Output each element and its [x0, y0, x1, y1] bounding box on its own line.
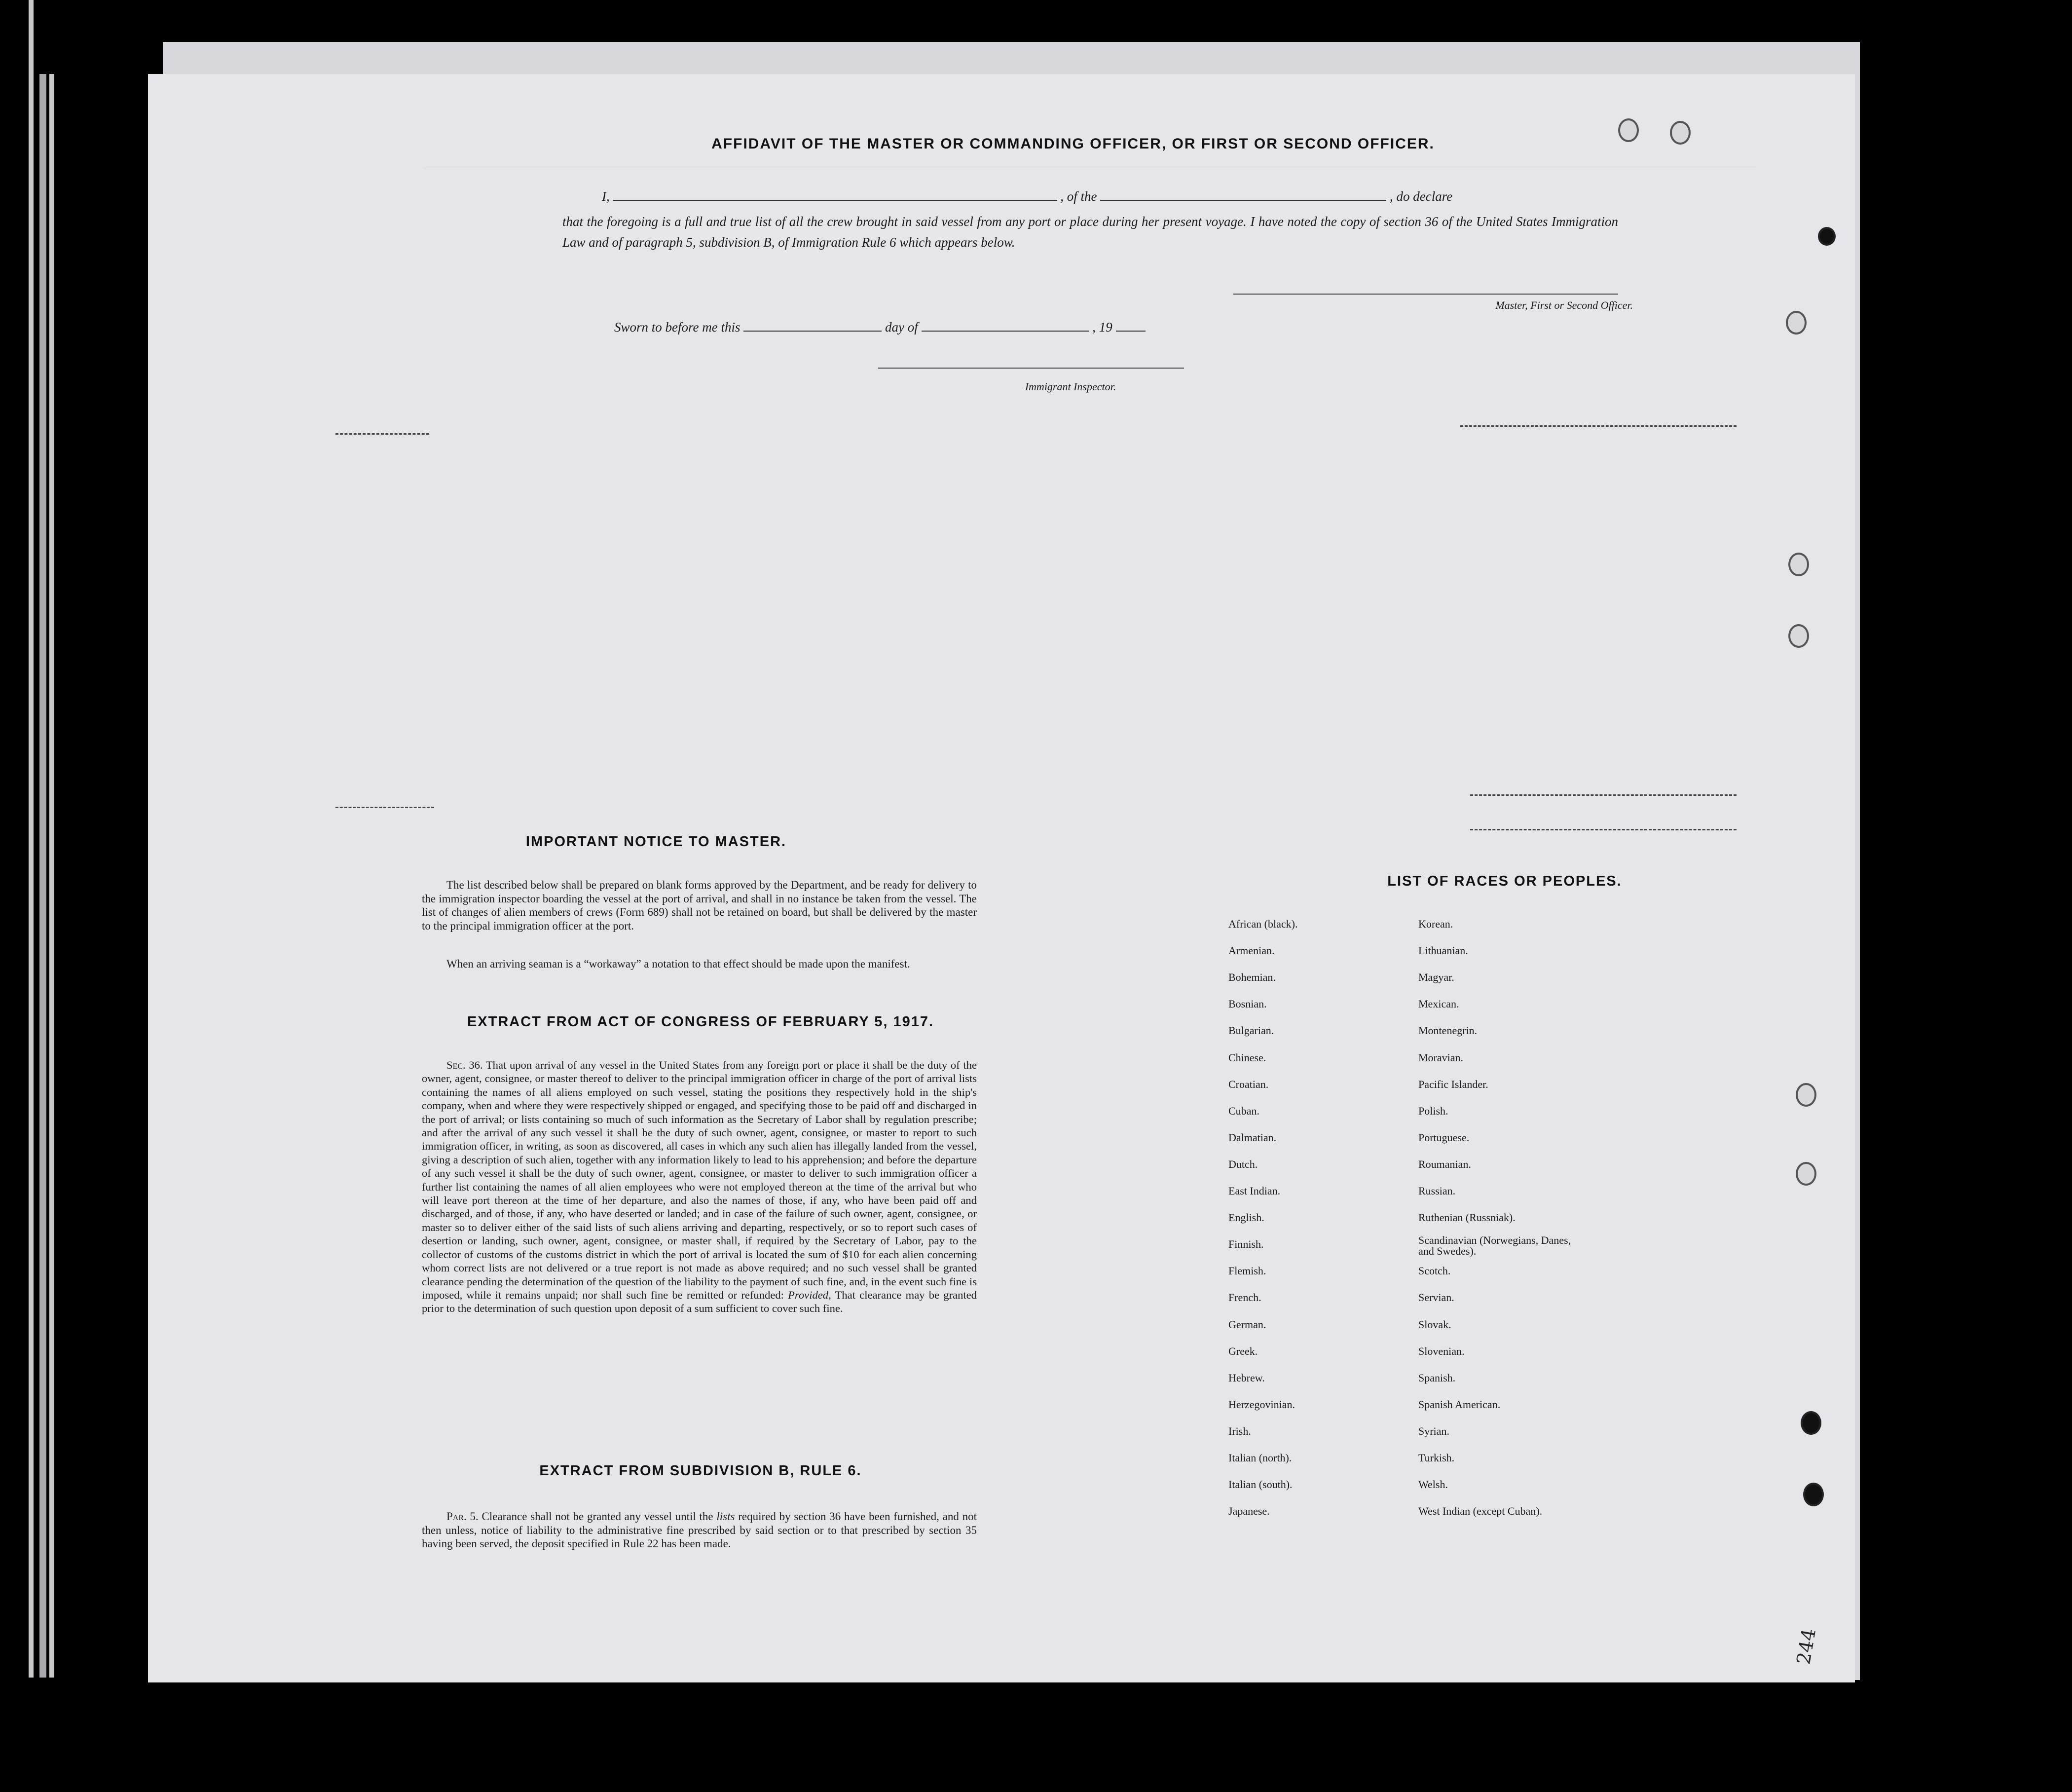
inspector-caption: Immigrant Inspector.	[1025, 380, 1116, 393]
sheet-edge	[29, 0, 34, 1678]
bleed-dash	[1470, 829, 1737, 830]
race-item: Greek.	[1228, 1344, 1258, 1357]
race-item: Japanese.	[1228, 1505, 1270, 1518]
act-extract-title: EXTRACT FROM ACT OF CONGRESS OF FEBRUARY 5, 1917.	[467, 1014, 934, 1030]
race-item: Korean.	[1418, 918, 1453, 930]
race-item: Scotch.	[1418, 1265, 1451, 1277]
punch-hole	[1618, 118, 1639, 142]
affidavit-declaration-line	[602, 190, 1618, 204]
race-item: Moravian.	[1418, 1051, 1464, 1064]
race-item: Scandinavian (Norwegians, Danes, and Swedes).	[1418, 1234, 1571, 1258]
sworn-day-blank[interactable]	[743, 331, 882, 332]
year-label: , 19	[1092, 320, 1112, 335]
punch-hole	[1801, 1411, 1821, 1435]
race-item: Croatian.	[1228, 1078, 1269, 1090]
rule-extract-body	[422, 1510, 977, 1551]
act-extract-body	[422, 1058, 977, 1315]
race-item: African (black).	[1228, 918, 1298, 930]
sworn-label: Sworn to before me this	[614, 320, 740, 335]
race-item: Spanish.	[1418, 1371, 1456, 1384]
par-label: Par. 5.	[446, 1510, 479, 1523]
affidavit-body: that the foregoing is a full and true list of all the crew brought in said vessel from any port or place during her present voyage. I have noted the copy of section 36 of the United States Immigration Law and of paragraph 5, subdivision B, of Immigration Rule 6 which appears below.	[562, 214, 1618, 250]
race-item: Magyar.	[1418, 971, 1454, 984]
race-item: Mexican.	[1418, 998, 1459, 1010]
race-item: Bulgarian.	[1228, 1024, 1274, 1037]
race-item: Ruthenian (Russniak).	[1418, 1211, 1516, 1224]
punch-hole	[1803, 1483, 1824, 1506]
race-item: Dalmatian.	[1228, 1131, 1277, 1144]
punch-hole	[1670, 121, 1691, 145]
race-item: Irish.	[1228, 1424, 1251, 1437]
race-item: Russian.	[1418, 1185, 1456, 1197]
inspector-signature-line[interactable]	[878, 368, 1184, 369]
sworn-year-blank[interactable]	[1116, 331, 1146, 332]
race-item: Italian (north).	[1228, 1452, 1292, 1464]
rule-extract-title: EXTRACT FROM SUBDIVISION B, RULE 6.	[539, 1463, 862, 1479]
lists-word: lists	[716, 1510, 735, 1523]
race-item: Cuban.	[1228, 1104, 1259, 1117]
provided-word: Provided,	[788, 1288, 831, 1301]
race-item: Slovenian.	[1418, 1344, 1465, 1357]
race-item: Montenegrin.	[1418, 1024, 1478, 1037]
master-signature-caption: Master, First or Second Officer.	[1495, 299, 1633, 311]
race-item: West Indian (except Cuban).	[1418, 1505, 1543, 1518]
race-item: Spanish American.	[1418, 1398, 1501, 1411]
affidavit-title: AFFIDAVIT OF THE MASTER OR COMMANDING OFFICER, OR FIRST OR SECOND OFFICER.	[711, 136, 1435, 152]
sheet-edge	[39, 74, 46, 1678]
race-item: Flemish.	[1228, 1265, 1266, 1277]
race-item: Welsh.	[1418, 1478, 1448, 1491]
race-item: Roumanian.	[1418, 1157, 1471, 1170]
section-label: Sec. 36.	[446, 1059, 483, 1071]
bleed-dash	[1460, 425, 1737, 427]
sheet-edge	[49, 74, 54, 1678]
punch-hole	[1796, 1083, 1816, 1107]
bleed-dash	[335, 433, 429, 435]
race-item: Turkish.	[1418, 1452, 1455, 1464]
section-tail: That clearance may be granted prior to the determination of such question upon deposit of a sum sufficient to cover such fine.	[422, 1288, 977, 1315]
race-item: French.	[1228, 1291, 1261, 1304]
race-item: Pacific Islander.	[1418, 1078, 1488, 1090]
punch-hole	[1786, 311, 1807, 335]
notice-title: IMPORTANT NOTICE TO MASTER.	[525, 834, 787, 850]
race-item: Chinese.	[1228, 1051, 1266, 1064]
punch-hole	[1818, 227, 1836, 246]
do-declare-label: , do declare	[1390, 189, 1453, 204]
race-item: East Indian.	[1228, 1185, 1281, 1197]
race-item: Syrian.	[1418, 1424, 1449, 1437]
race-item: Bosnian.	[1228, 998, 1267, 1010]
bleed-dash	[1470, 794, 1737, 796]
day-of-label: day of	[885, 320, 918, 335]
race-item: Slovak.	[1418, 1318, 1451, 1331]
master-signature-line[interactable]	[1233, 294, 1618, 295]
sworn-line	[614, 321, 1354, 335]
race-item: Polish.	[1418, 1104, 1448, 1117]
notice-paragraph-2: When an arriving seaman is a “workaway” a notation to that effect should be made upon the manifest.	[446, 958, 910, 970]
punch-hole	[1796, 1162, 1816, 1186]
race-item: Armenian.	[1228, 944, 1275, 957]
rule-text-a: Clearance shall not be granted any vessel until the	[481, 1510, 713, 1523]
of-the-label: , of the	[1060, 189, 1097, 204]
document-page	[148, 74, 1855, 1682]
name-blank[interactable]	[613, 200, 1057, 201]
race-item: Servian.	[1418, 1291, 1454, 1304]
race-item: Portuguese.	[1418, 1131, 1470, 1144]
race-item: German.	[1228, 1318, 1266, 1331]
punch-hole	[1788, 624, 1809, 648]
punch-hole	[1788, 553, 1809, 576]
races-title: LIST OF RACES OR PEOPLES.	[1387, 873, 1622, 889]
vessel-blank[interactable]	[1100, 200, 1386, 201]
rule-text-b: required by section 36 have been furnished, and not then unless, notice of liability to the administrative fine prescribed by said section or to that prescribed by section 35 having been served, the deposit specified in Rule 22 has been made.	[422, 1510, 977, 1550]
handwritten-page-number: 244	[1792, 1627, 1820, 1666]
race-item: Italian (south).	[1228, 1478, 1293, 1491]
bleed-dash	[335, 807, 434, 808]
sworn-month-blank[interactable]	[922, 331, 1089, 332]
race-item: Lithuanian.	[1418, 944, 1468, 957]
i-label: I,	[602, 189, 610, 204]
race-item: Bohemian.	[1228, 971, 1276, 984]
race-item: Hebrew.	[1228, 1371, 1265, 1384]
race-item: Dutch.	[1228, 1157, 1258, 1170]
race-item: Herzegovinian.	[1228, 1398, 1295, 1411]
race-item: Finnish.	[1228, 1238, 1264, 1251]
section-text: That upon arrival of any vessel in the United States from any foreign port or place it shall be the duty of the owner, agent, consignee, or master thereof to deliver to the principal immigration officer in charge of the port of arrival lists containing the names of all aliens employed on such vessel, stating the positions they respectively hold in the ship's company, when and where they were respectively shipped or engaged, and specifying those to be paid off and discharged in the port of arrival; or lists containing so much of such information as the Secretary of Labor shall by regulation prescribe; and after the arrival of any such vessel it shall be the duty of such owner, agent, consignee, or master to report to such immigration officer, in writing, as soon as discovered, all cases in which any such alien has illegally landed from the vessel, giving a description of such alien, together with any information likely to lead to his apprehension; and before the departure of any such vessel it shall be the duty of such owner, agent, consignee, or master to deliver to such immigration officer a further list containing the names of all alien employees who were not employed thereon at the time of the arrival but who will leave port thereon at the time of her departure, and also the names of those, if any, who have been paid off and discharged, and of those, if any, who have deserted or landed; and in case of the failure of such owner, agent, consignee, or master so to deliver either of the said lists of such aliens arriving and departing, respectively, or so to report such cases of desertion or landing, such owner, agent, consignee, or master shall, if required by the Secretary of Labor, pay to the collector of customs of the customs district in which the port of arrival is located the sum of $10 for each alien concerning whom correct lists are not delivered or a true report is not made as above required; and no such vessel shall be granted clearance pending the determination of the question of the liability to the payment of such fine, and, in the event such fine is imposed, while it remains unpaid; nor shall such fine be remitted or refunded:	[422, 1059, 977, 1301]
notice-paragraph-1: The list described below shall be prepared on blank forms approved by the Department, and be ready for delivery to the immigration inspector boarding the vessel at the port of arrival, and shall in no instance be taken from the vessel. The list of changes of alien members of crews (Form 689) shall not be retained on board, but shall be delivered by the master to the principal immigration officer at the port.	[422, 879, 977, 932]
race-item: English.	[1228, 1211, 1264, 1224]
